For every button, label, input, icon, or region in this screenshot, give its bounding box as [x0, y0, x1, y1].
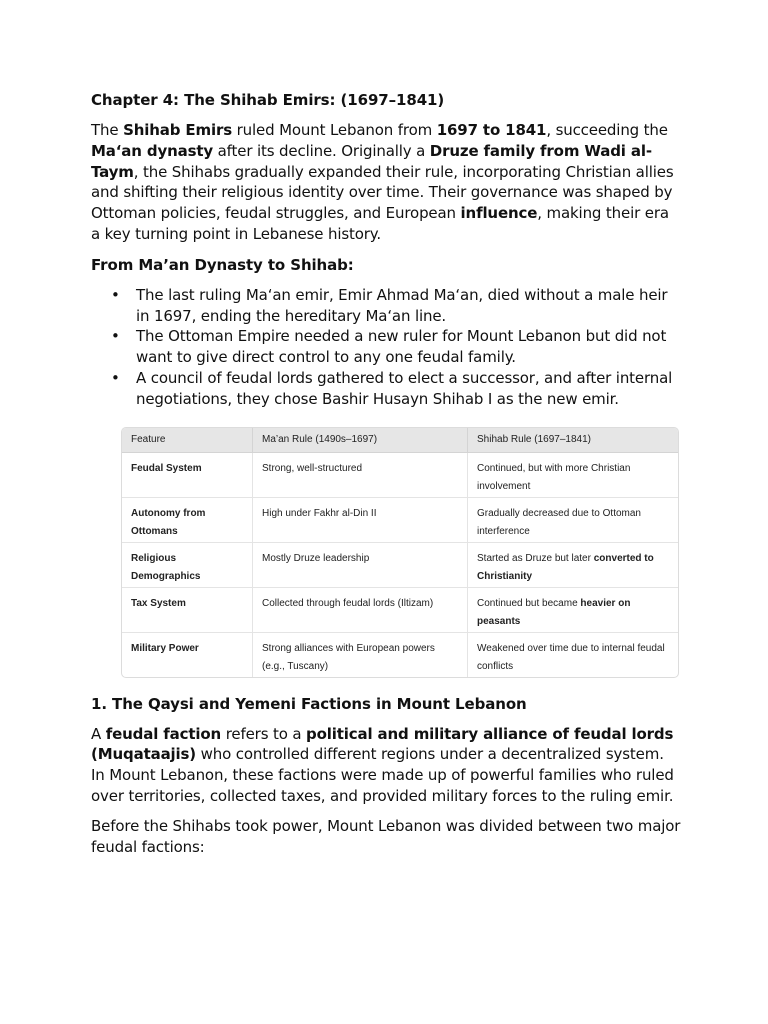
maan-cell: Mostly Druze leadership	[253, 542, 468, 587]
bullet-list	[91, 285, 681, 410]
paragraph-text: refers to a	[221, 724, 307, 743]
cell-text: Continued, but with more Christian involvement	[477, 462, 631, 493]
intro-bold-text: Shihab Emirs	[123, 121, 233, 139]
list-item	[111, 326, 681, 368]
intro-text: , making their era a key turning point in Lebanese history.	[91, 204, 669, 243]
table-row	[122, 497, 678, 542]
factions-intro-paragraph: Before the Shihabs took power, Mount Lebanon was divided between two major feudal factions:	[91, 816, 681, 856]
list-item-text: The Ottoman Empire needed a new ruler for Mount Lebanon but did not want to give direct control to any one feudal family.	[136, 327, 667, 367]
section-heading-factions: 1. The Qaysi and Yemeni Factions in Mount Lebanon	[91, 694, 527, 713]
bullet-icon: •	[111, 327, 120, 346]
intro-text: The	[91, 121, 124, 139]
table-row	[122, 587, 678, 632]
paragraph-bold-text: political and military alliance of feudal lords (Muqataajis)	[91, 724, 674, 764]
cell-text: Started as Druze but later	[477, 552, 594, 564]
feature-cell: Religious Demographics	[122, 542, 253, 587]
section-heading-maan-to-shihab: From Ma’an Dynasty to Shihab:	[91, 255, 354, 274]
paragraph-text: who controlled different regions under a decentralized system. In Mount Lebanon, these factions were made up of powerful families who ruled over territories, collected taxes, and provided military forces to the ruling emir.	[91, 745, 674, 805]
column-header-feature: Feature	[122, 428, 253, 453]
cell-bold-text: heavier on peasants	[477, 597, 631, 628]
maan-cell: Strong alliances with European powers (e.g., Tuscany)	[253, 632, 468, 677]
intro-bold-text: Druze family from Wadi al-Taym	[91, 141, 652, 181]
factions-paragraph	[91, 724, 681, 807]
bullet-icon: •	[111, 285, 120, 304]
feature-cell: Autonomy from Ottomans	[122, 497, 253, 542]
comparison-table-container	[121, 427, 679, 678]
table-row	[122, 452, 678, 497]
list-item-text: The last ruling Ma‘an emir, Emir Ahmad Ma‘an, died without a male heir in 1697, ending the hereditary Ma‘an line.	[136, 285, 668, 325]
cell-text: Gradually decreased due to Ottoman interference	[477, 507, 641, 538]
intro-bold-text: 1697 to 1841	[436, 121, 547, 139]
intro-text: , succeeding the	[546, 121, 668, 139]
table-header-row	[122, 428, 678, 453]
cell-text: Weakened over time due to internal feudal conflicts	[477, 642, 665, 673]
document-page	[91, 89, 681, 866]
maan-cell: Strong, well-structured	[253, 452, 468, 497]
intro-text: ruled Mount Lebanon from	[232, 121, 437, 139]
intro-paragraph	[91, 120, 681, 245]
intro-bold-text: Ma‘an dynasty	[91, 141, 214, 160]
paragraph-bold-text: feudal faction	[105, 724, 222, 743]
column-header-shihab-rule: Shihab Rule (1697–1841)	[468, 428, 679, 453]
list-item	[111, 368, 681, 410]
table-row	[122, 542, 678, 587]
feature-cell: Feudal System	[122, 452, 253, 497]
intro-text: after its decline. Originally a	[213, 141, 430, 160]
column-header-maan-rule: Ma’an Rule (1490s–1697)	[253, 428, 468, 453]
list-item	[111, 285, 681, 327]
feature-cell: Military Power	[122, 632, 253, 677]
list-item-text: A council of feudal lords gathered to elect a successor, and after internal negotiations, they chose Bashir Husayn Shihab I as the new emir.	[136, 368, 673, 408]
table-row	[122, 632, 678, 677]
shihab-cell	[468, 542, 679, 587]
comparison-table	[122, 428, 678, 677]
chapter-title: Chapter 4: The Shihab Emirs: (1697–1841)	[91, 91, 445, 109]
paragraph-text: A	[91, 724, 106, 743]
shihab-cell	[468, 452, 679, 497]
maan-cell: High under Fakhr al-Din II	[253, 497, 468, 542]
feature-cell: Tax System	[122, 587, 253, 632]
shihab-cell	[468, 587, 679, 632]
maan-cell: Collected through feudal lords (Iltizam)	[253, 587, 468, 632]
intro-text: , the Shihabs gradually expanded their rule, incorporating Christian allies and shifting their religious identity over time. Their governance was shaped by Ottoman policies, feudal struggles, and European	[91, 162, 674, 223]
cell-bold-text: converted to Christianity	[477, 552, 654, 583]
cell-text: Continued but became	[477, 597, 581, 609]
shihab-cell	[468, 497, 679, 542]
shihab-cell	[468, 632, 679, 677]
intro-bold-text: influence	[460, 204, 538, 223]
bullet-icon: •	[111, 368, 120, 387]
